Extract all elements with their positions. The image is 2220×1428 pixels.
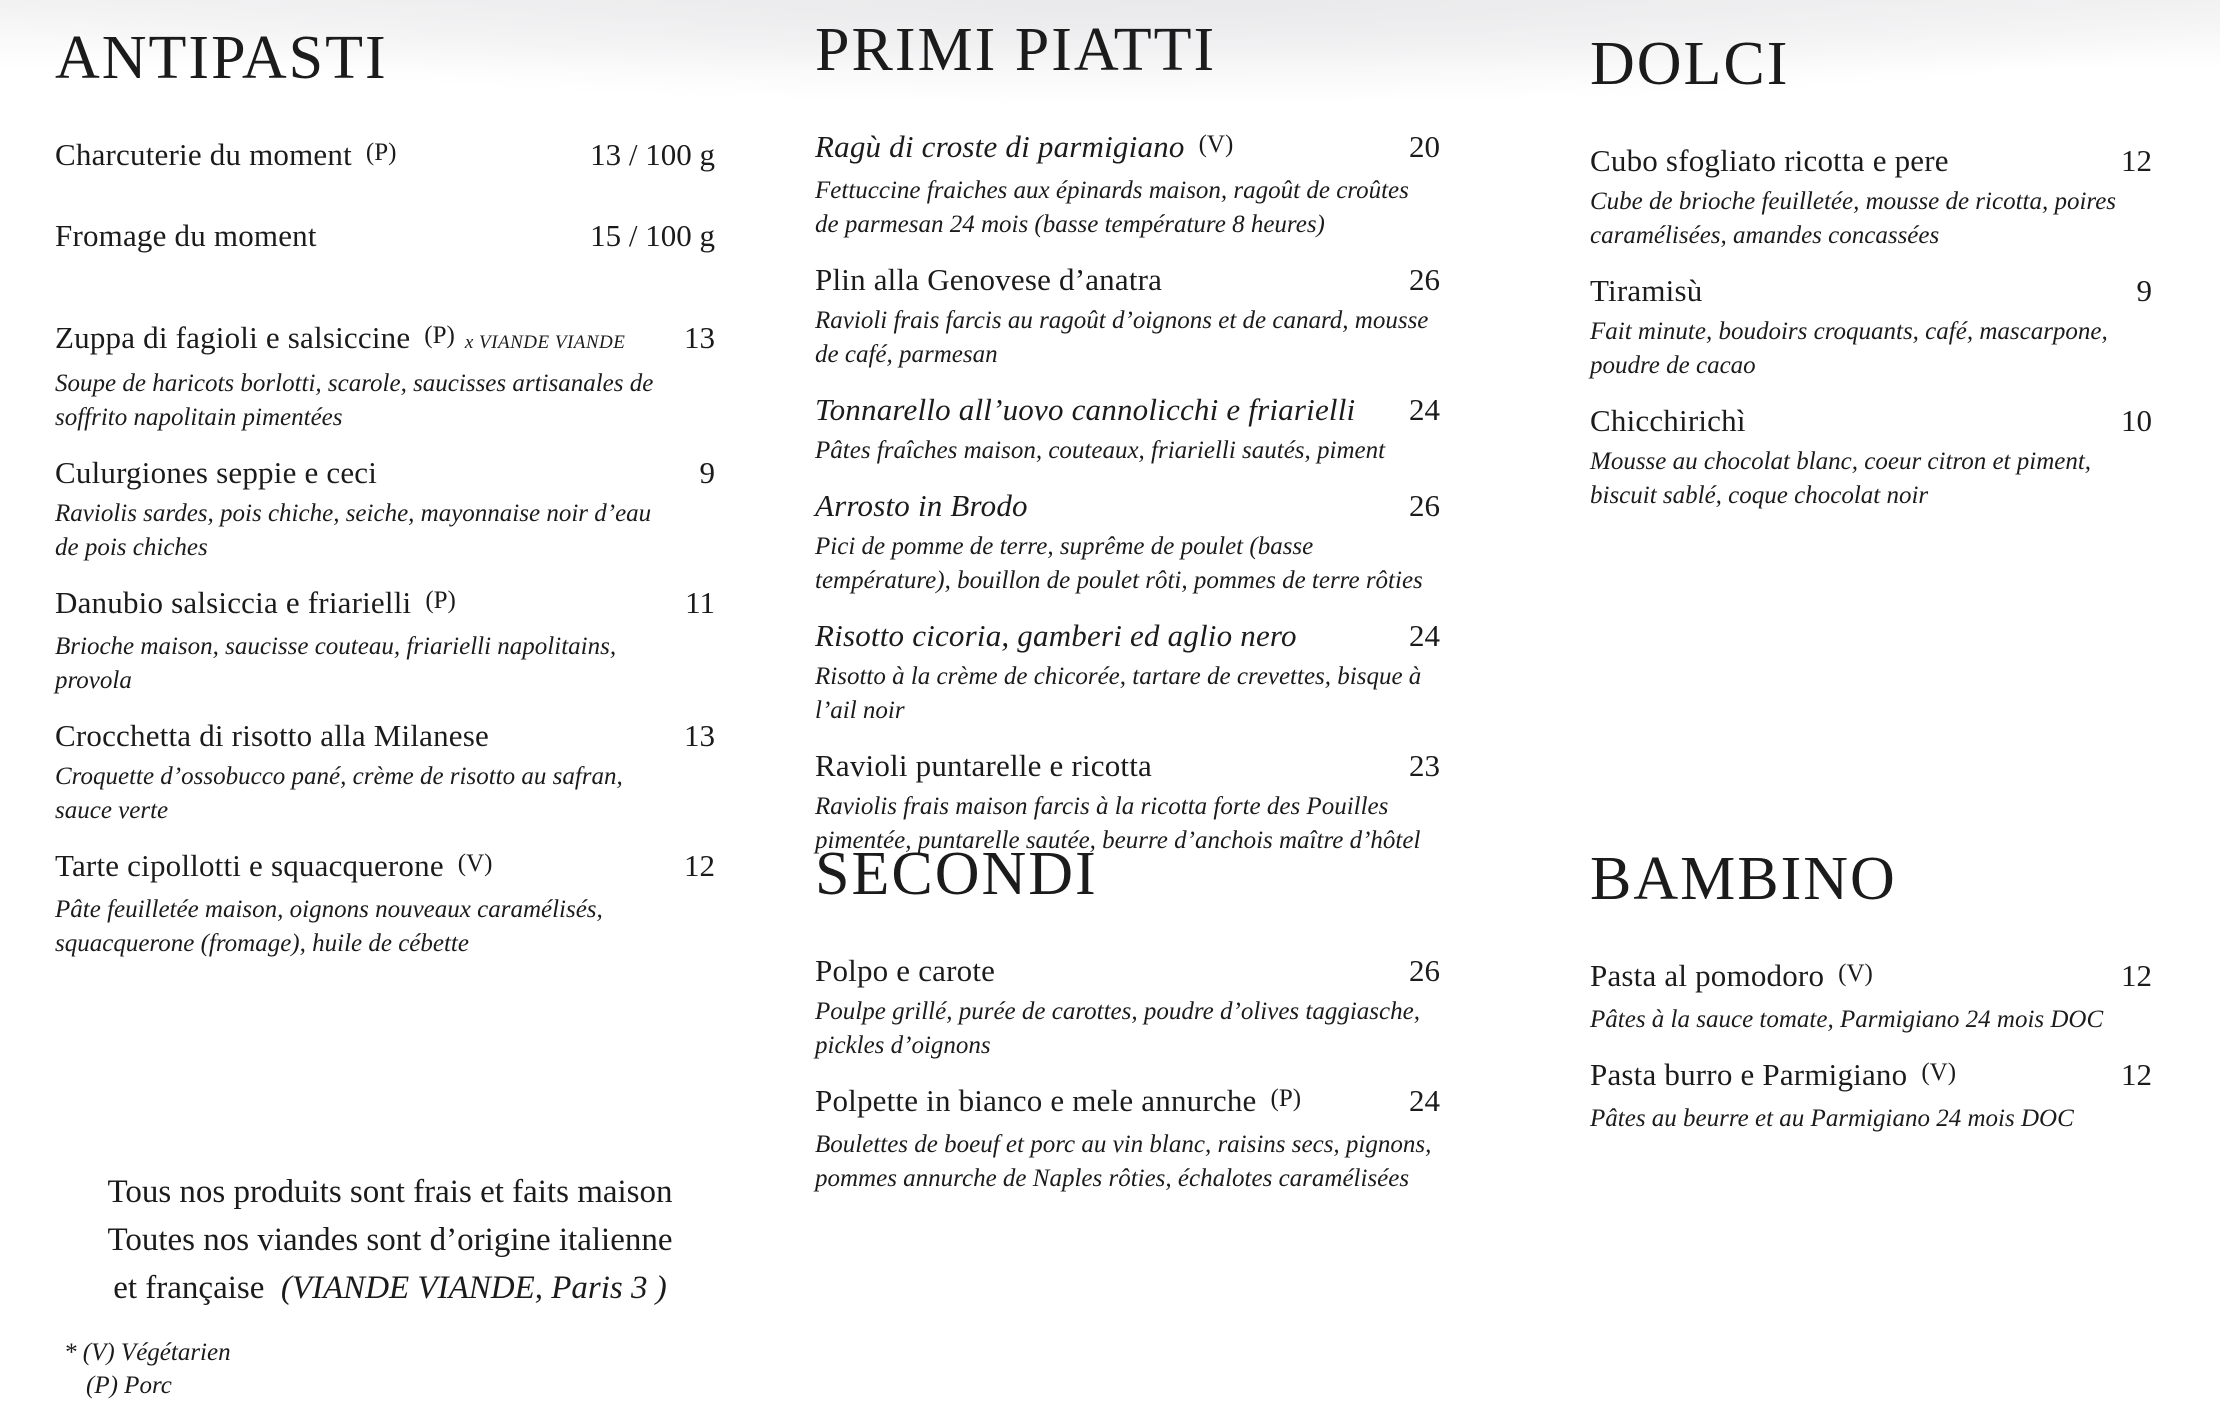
item-price: 24 (1409, 392, 1440, 428)
item-price: 26 (1409, 953, 1440, 989)
item-note: x VIANDE VIANDE (464, 332, 626, 354)
item-price: 13 (684, 718, 715, 754)
item-description: Fettuccine fraiches aux épinards maison, ragoût de croûtes de parmesan 24 mois (basse température 8 heures) (815, 177, 1409, 239)
section-secondi (815, 840, 1440, 1213)
item-badge: (P) (1270, 1085, 1302, 1113)
item-price: 15 / 100 g (590, 218, 715, 254)
item-badge: (V) (1198, 131, 1234, 159)
item-name: Tarte cipollotti e squacquerone (55, 848, 444, 884)
item-name: Arrosto in Brodo (815, 488, 1028, 524)
legend-vegetarian: * (V) Végétarien (64, 1339, 231, 1366)
item-name: Ragù di croste di parmigiano (815, 129, 1185, 165)
menu-item (815, 615, 1440, 728)
item-description: Fait minute, boudoirs croquants, café, mascarpone, poudre de cacao (1590, 318, 2108, 380)
menu-item (1590, 270, 2152, 383)
section-title: DOLCI (1590, 30, 1790, 98)
item-name: Plin alla Genovese d’anatra (815, 262, 1163, 298)
item-description: Ravioli frais farcis au ragoût d’oignons et de canard, mousse de café, parmesan (815, 307, 1429, 369)
item-name: Fromage du moment (55, 218, 317, 254)
item-name: Ravioli puntarelle e ricotta (815, 748, 1153, 784)
menu-item (1590, 955, 2152, 1037)
menu-item (1590, 140, 2152, 253)
item-badge: (V) (1921, 1059, 1957, 1087)
item-name: Risotto cicoria, gamberi ed aglio nero (815, 618, 1297, 654)
section-title: BAMBINO (1590, 845, 1897, 913)
item-description: Pâte feuilletée maison, oignons nouveaux caramélisés, squacquerone (fromage), huile de cébette (55, 896, 603, 958)
legend (64, 1336, 730, 1402)
item-price: 12 (684, 848, 715, 884)
item-price: 12 (2121, 143, 2152, 179)
item-description: Raviolis sardes, pois chiche, seiche, mayonnaise noir d’eau de pois chiches (55, 500, 652, 562)
item-name: Cubo sfogliato ricotta e pere (1590, 143, 1949, 179)
item-name: Charcuterie du moment (55, 137, 352, 173)
item-price: 13 / 100 g (590, 137, 715, 173)
legend-pork: (P) Porc (86, 1372, 172, 1399)
item-price: 23 (1409, 748, 1440, 784)
menu-item (55, 582, 715, 698)
item-badge: (V) (457, 850, 493, 878)
item-description: Pâtes au beurre et au Parmigiano 24 mois DOC (1590, 1105, 2074, 1133)
item-name: Chicchirichì (1590, 403, 1746, 439)
item-description: Pâtes fraîches maison, couteaux, friarielli sautés, piment (815, 437, 1386, 465)
item-badge: (P) (424, 322, 455, 350)
section-dolci (1590, 30, 2152, 530)
item-description: Poulpe grillé, purée de carottes, poudre d’olives taggiasche, pickles d’oignons (815, 998, 1420, 1060)
item-price: 20 (1409, 129, 1440, 165)
item-price: 9 (2136, 273, 2152, 309)
item-name: Tonnarello all’uovo cannolicchi e friarielli (815, 392, 1356, 428)
item-name: Polpette in bianco e mele annurche (815, 1083, 1257, 1119)
item-name: Crocchetta di risotto alla Milanese (55, 718, 489, 754)
footer (50, 1168, 730, 1402)
item-description: Brioche maison, saucisse couteau, friarielli napolitains, provola (55, 633, 617, 695)
item-price: 10 (2121, 403, 2152, 439)
item-price: 24 (1409, 1083, 1440, 1119)
footer-note-line (50, 1264, 730, 1312)
item-price: 26 (1409, 488, 1440, 524)
item-name: Danubio salsiccia e friarielli (55, 585, 412, 621)
item-name: Pasta burro e Parmigiano (1590, 1057, 1908, 1093)
section-title: PRIMI PIATTI (815, 16, 1217, 84)
menu-item (1590, 1054, 2152, 1136)
menu-item (815, 950, 1440, 1063)
menu-item (815, 485, 1440, 598)
menu-item (55, 215, 715, 257)
item-description: Risotto à la crème de chicorée, tartare de crevettes, bisque à l’ail noir (815, 663, 1422, 725)
item-badge: (P) (365, 139, 397, 167)
menu-item (55, 317, 715, 435)
section-primi-piatti (815, 16, 1440, 875)
item-name: Polpo e carote (815, 953, 996, 989)
footer-note-line: Toutes nos viandes sont d’origine italienne (107, 1222, 673, 1258)
item-description: Boulettes de boeuf et porc au vin blanc, raisins secs, pignons, pommes annurche de Naples rôties, échalotes caramélisées (815, 1131, 1432, 1193)
menu-item (815, 126, 1440, 242)
item-price: 12 (2121, 1057, 2152, 1093)
footer-note-line: Tous nos produits sont frais et faits maison (107, 1174, 673, 1210)
item-price: 11 (685, 585, 715, 621)
menu-item (55, 845, 715, 961)
footer-note-brand: (VIANDE VIANDE, Paris 3 ) (280, 1270, 667, 1306)
item-badge: (P) (425, 587, 456, 615)
item-name: Tiramisù (1590, 273, 1703, 309)
menu-item (55, 715, 715, 828)
item-price: 9 (699, 455, 715, 491)
section-title: SECONDI (815, 840, 1098, 908)
item-description: Pâtes à la sauce tomate, Parmigiano 24 mois DOC (1590, 1006, 2104, 1034)
item-description: Croquette d’ossobucco pané, crème de risotto au safran, sauce verte (55, 763, 623, 825)
item-description: Pici de pomme de terre, suprême de poulet (basse température), bouillon de poulet rôti, pommes de terre rôties (815, 533, 1423, 595)
footer-note-regular: et française (113, 1270, 265, 1306)
section-title: ANTIPASTI (55, 24, 388, 92)
item-name: Zuppa di fagioli e salsiccine (55, 320, 411, 356)
item-price: 12 (2121, 958, 2152, 994)
item-description: Mousse au chocolat blanc, coeur citron et piment, biscuit sablé, coque chocolat noir (1590, 448, 2092, 510)
menu-item (1590, 400, 2152, 513)
menu-item (815, 259, 1440, 372)
menu-item (815, 1080, 1440, 1196)
menu-item (815, 389, 1440, 468)
footer-notes (50, 1168, 730, 1312)
menu-item (55, 452, 715, 565)
item-badge: (V) (1838, 960, 1873, 988)
item-name: Culurgiones seppie e ceci (55, 455, 378, 491)
item-price: 24 (1409, 618, 1440, 654)
item-price: 13 (684, 320, 715, 356)
item-name: Pasta al pomodoro (1590, 958, 1825, 994)
item-description: Cube de brioche feuilletée, mousse de ricotta, poires caramélisées, amandes concassées (1590, 188, 2117, 250)
item-description: Raviolis frais maison farcis à la ricotta forte des Pouilles pimentée, puntarelle sautée, beurre d’anchois maître d’hôtel (815, 793, 1421, 855)
item-description: Soupe de haricots borlotti, scarole, saucisses artisanales de soffrito napolitain pimentées (55, 370, 654, 432)
section-bambino (1590, 845, 2152, 1153)
menu-item (55, 134, 715, 179)
item-price: 26 (1409, 262, 1440, 298)
section-antipasti (55, 24, 715, 978)
